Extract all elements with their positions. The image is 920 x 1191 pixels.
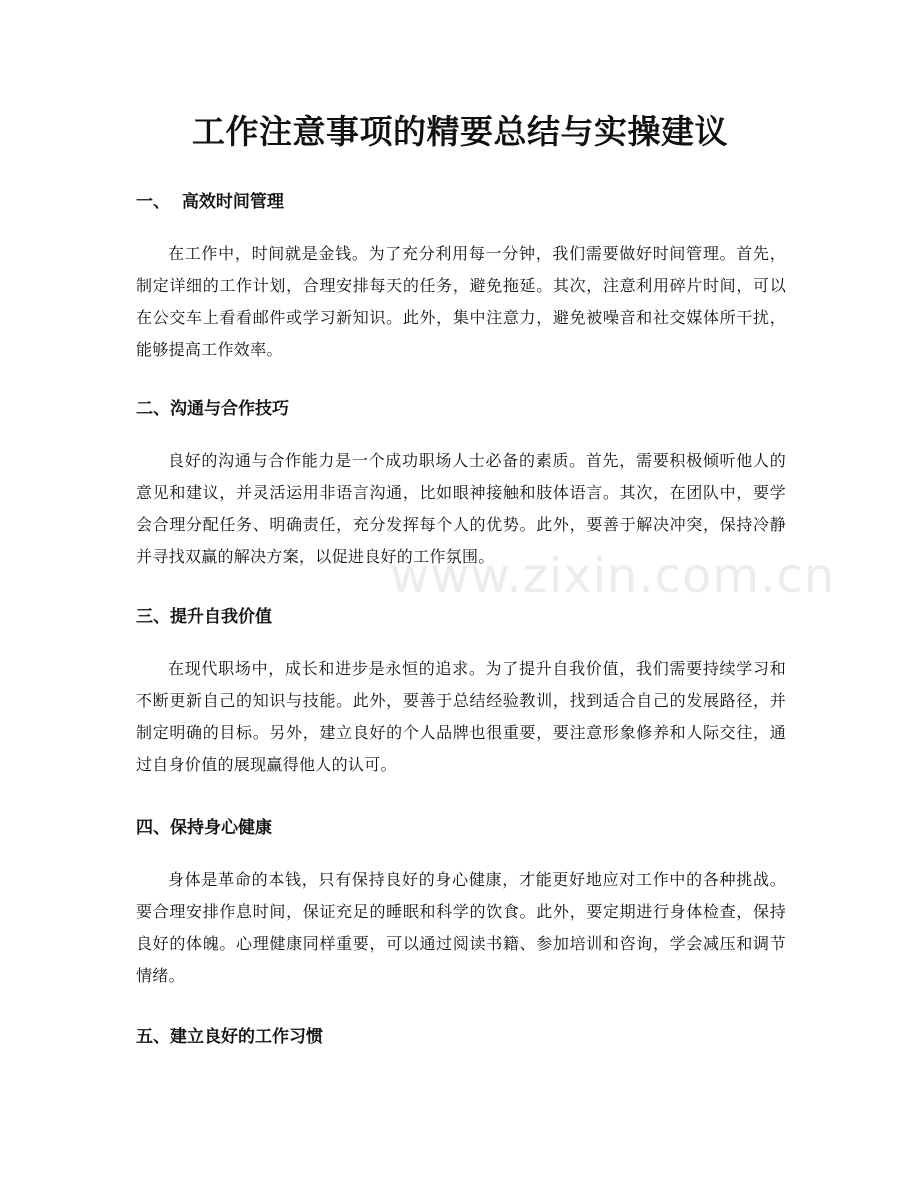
section-paragraph: 在工作中，时间就是金钱。为了充分利用每一分钟，我们需要做好时间管理。首先，制定详细的工作计划，合理安排每天的任务，避免拖延。其次，注意利用碎片时间，可以在公交车上看看邮件或学习新知识。此外，集中注意力，避免被噪音和社交媒体所干扰，能够提高工作效率。	[136, 244, 786, 359]
section-heading: 四、保持身心健康	[136, 818, 272, 838]
page-title: 工作注意事项的精要总结与实操建议	[192, 112, 728, 151]
section-time-management	[136, 189, 786, 366]
section-heading: 二、沟通与合作技巧	[136, 399, 289, 419]
watermark: www.zixin.com.cn	[390, 548, 836, 604]
section-heading: 三、提升自我价值	[136, 607, 272, 627]
section-paragraph: 良好的沟通与合作能力是一个成功职场人士必备的素质。首先，需要积极倾听他人的意见和建议，并灵活运用非语言沟通，比如眼神接触和肢体语言。其次，在团队中，要学会合理分配任务、明确责任，充分发挥每个人的优势。此外，要善于解决冲突，保持冷静并寻找双赢的解决方案，以促进良好的工作氛围。	[136, 451, 786, 566]
section-self-value	[136, 604, 786, 781]
section-communication	[136, 396, 786, 573]
section-health	[136, 815, 786, 992]
section-paragraph: 在现代职场中，成长和进步是永恒的追求。为了提升自我价值，我们需要持续学习和不断更新自己的知识与技能。此外，要善于总结经验教训，找到适合自己的发展路径，并制定明确的目标。另外，建立良好的个人品牌也很重要，要注意形象修养和人际交往，通过自身价值的展现赢得他人的认可。	[136, 659, 786, 774]
section-heading: 一、 高效时间管理	[136, 192, 284, 212]
section-heading: 五、建立良好的工作习惯	[136, 1027, 323, 1047]
section-paragraph: 身体是革命的本钱，只有保持良好的身心健康，才能更好地应对工作中的各种挑战。要合理安排作息时间，保证充足的睡眠和科学的饮食。此外，要定期进行身体检查，保持良好的体魄。心理健康同样重要，可以通过阅读书籍、参加培训和咨询，学会减压和调节情绪。	[136, 870, 786, 985]
section-work-habits	[136, 1024, 786, 1050]
